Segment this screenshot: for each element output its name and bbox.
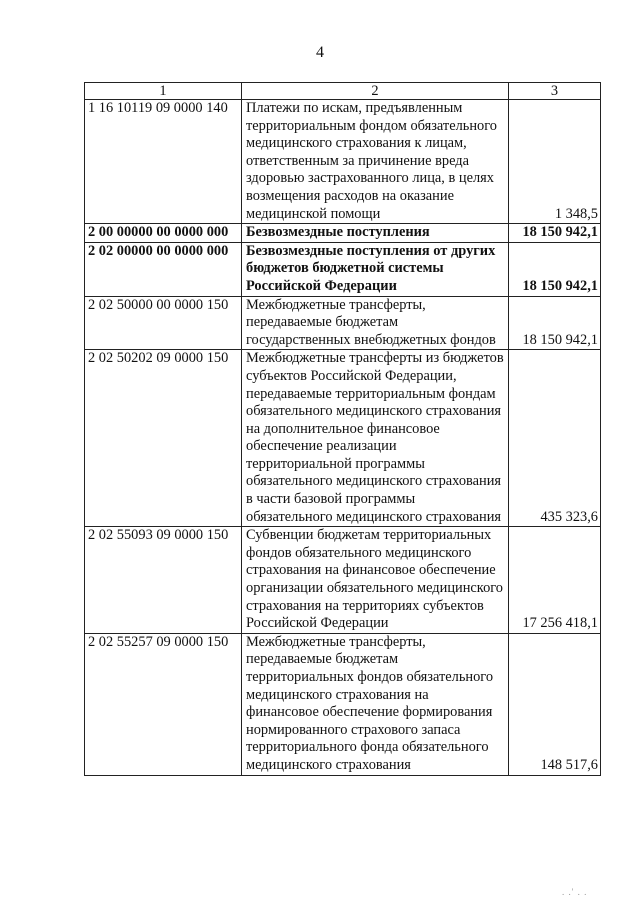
table-row — [85, 100, 601, 224]
amount-value: 148 517,6 — [509, 633, 601, 775]
budget-table — [84, 82, 601, 776]
revenue-name: Безвозмездные поступления — [242, 224, 509, 243]
classification-code: 2 02 00000 00 0000 000 — [85, 242, 242, 296]
classification-code: 1 16 10119 09 0000 140 — [85, 100, 242, 224]
revenue-name: Платежи по искам, предъявленным территориальным фондом обязательного медицинского страхования к лицам, ответственным за причинение вреда здоровью застрахованного лица, в целях возмещения расходов на оказание медицинской помощи — [242, 100, 509, 224]
header-col-2: 2 — [242, 83, 509, 100]
header-row — [85, 83, 601, 100]
revenue-name: Межбюджетные трансферты, передаваемые бюджетам государственных внебюджетных фондов — [242, 296, 509, 350]
scan-mark: . .' . . — [562, 887, 588, 897]
classification-code: 2 02 50000 00 0000 150 — [85, 296, 242, 350]
revenue-name: Межбюджетные трансферты из бюджетов субъектов Российской Федерации, передаваемые территориальным фондам обязательного медицинского страхования на дополнительное финансовое обеспечение реализации территориальной программы обязательного медицинского страхования в части базовой программы обязательного медицинского страхования — [242, 350, 509, 527]
page-number: 4 — [316, 44, 324, 61]
amount-value: 18 150 942,1 — [509, 224, 601, 243]
table-row — [85, 296, 601, 350]
table-body — [85, 100, 601, 776]
table-row — [85, 527, 601, 634]
revenue-name: Субвенции бюджетам территориальных фондов обязательного медицинского страхования на финансовое обеспечение организации обязательного медицинского страхования на территориях субъектов Российской Федерации — [242, 527, 509, 634]
amount-value: 1 348,5 — [509, 100, 601, 224]
amount-value: 435 323,6 — [509, 350, 601, 527]
classification-code: 2 02 55093 09 0000 150 — [85, 527, 242, 634]
revenue-name: Межбюджетные трансферты, передаваемые бюджетам территориальных фондов обязательного медицинского страхования на финансовое обеспечение формирования нормированного страхового запаса территориального фонда обязательного медицинского страхования — [242, 633, 509, 775]
classification-code: 2 02 50202 09 0000 150 — [85, 350, 242, 527]
amount-value: 17 256 418,1 — [509, 527, 601, 634]
table-row — [85, 350, 601, 527]
table-row — [85, 633, 601, 775]
table-row — [85, 242, 601, 296]
amount-value: 18 150 942,1 — [509, 242, 601, 296]
header-col-1: 1 — [85, 83, 242, 100]
classification-code: 2 00 00000 00 0000 000 — [85, 224, 242, 243]
amount-value: 18 150 942,1 — [509, 296, 601, 350]
table-header — [85, 83, 601, 100]
revenue-name: Безвозмездные поступления от других бюджетов бюджетной системы Российской Федерации — [242, 242, 509, 296]
table-row — [85, 224, 601, 243]
header-col-3: 3 — [509, 83, 601, 100]
classification-code: 2 02 55257 09 0000 150 — [85, 633, 242, 775]
